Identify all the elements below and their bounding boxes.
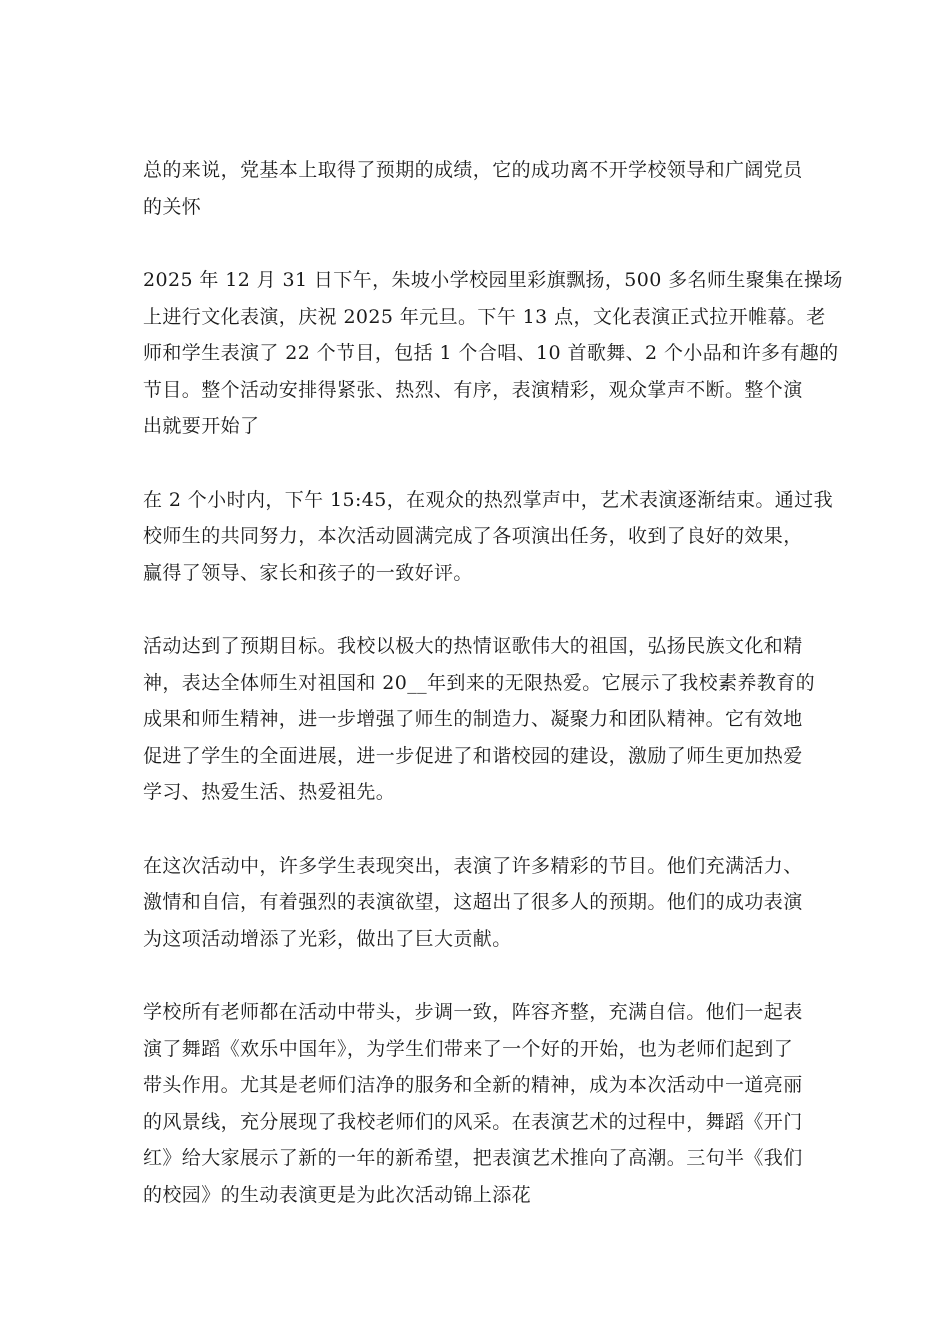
text-line: 神，表达全体师生对祖国和 20__年到来的无限热爱。它展示了我校素养教育的	[143, 671, 816, 694]
text-line: 的校园》的生动表演更是为此次活动锦上添花	[143, 1183, 532, 1206]
text-line: 师和学生表演了 22 个节目，包括 1 个合唱、10 首歌舞、2 个小品和许多有趣的	[143, 342, 839, 364]
text-line: 成果和师生精神，进一步增强了师生的制造力、凝聚力和团队精神。它有效地	[143, 708, 803, 730]
text-line: 2025 年 12 月 31 日下午，朱坡小学校园里彩旗飘扬，500 多名师生聚集在操场	[143, 269, 843, 291]
paragraph-students	[143, 848, 811, 958]
text-line: 在 2 个小时内，下午 15:45，在观众的热烈掌声中，艺术表演逐渐结束。通过我	[143, 488, 833, 511]
document-page	[143, 152, 843, 1250]
text-line: 带头作用。尤其是老师们洁净的服务和全新的精神，成为本次活动中一道亮丽	[143, 1074, 803, 1096]
text-line: 为这项活动增添了光彩，做出了巨大贡献。	[143, 927, 512, 950]
text-line: 在这次活动中，许多学生表现突出，表演了许多精彩的节目。他们充满活力、	[143, 854, 803, 877]
text-line: 红》给大家展示了新的一年的新希望，把表演艺术推向了高潮。三句半《我们	[143, 1147, 803, 1169]
text-line: 上进行文化表演，庆祝 2025 年元旦。下午 13 点，文化表演正式拉开帷幕。老	[143, 305, 826, 328]
text-line: 总的来说，党基本上取得了预期的成绩，它的成功离不开学校领导和广阔党员	[143, 159, 803, 181]
text-line: 校师生的共同努力，本次活动圆满完成了各项演出任务，收到了良好的效果，	[143, 525, 803, 547]
text-line: 活动达到了预期目标。我校以极大的热情讴歌伟大的祖国，弘扬民族文化和精	[143, 635, 803, 657]
text-line: 学习、热爱生活、热爱祖先。	[143, 781, 396, 803]
paragraph-event-intro	[143, 262, 843, 445]
text-line: 激情和自信，有着强烈的表演欲望，这超出了很多人的预期。他们的成功表演	[143, 891, 803, 913]
text-line: 的关怀	[143, 195, 202, 218]
paragraph-goals	[143, 628, 816, 811]
text-line: 促进了学生的全面进展，进一步促进了和谐校园的建设，激励了师生更加热爱	[143, 744, 803, 767]
paragraph-event-end	[143, 482, 833, 592]
text-line: 学校所有老师都在活动中带头，步调一致，阵容齐整，充满自信。他们一起表	[143, 1001, 803, 1023]
text-line: 的风景线，充分展现了我校老师们的风采。在表演艺术的过程中，舞蹈《开门	[143, 1110, 803, 1133]
text-line: 出就要开始了	[143, 415, 260, 437]
paragraph-summary	[143, 152, 811, 225]
text-line: 赢得了领导、家长和孩子的一致好评。	[143, 561, 473, 584]
paragraph-teachers	[143, 994, 811, 1213]
text-line: 节目。整个活动安排得紧张、热烈、有序，表演精彩，观众掌声不断。整个演	[143, 378, 803, 401]
text-line: 演了舞蹈《欢乐中国年》，为学生们带来了一个好的开始，也为老师们起到了	[143, 1037, 794, 1060]
